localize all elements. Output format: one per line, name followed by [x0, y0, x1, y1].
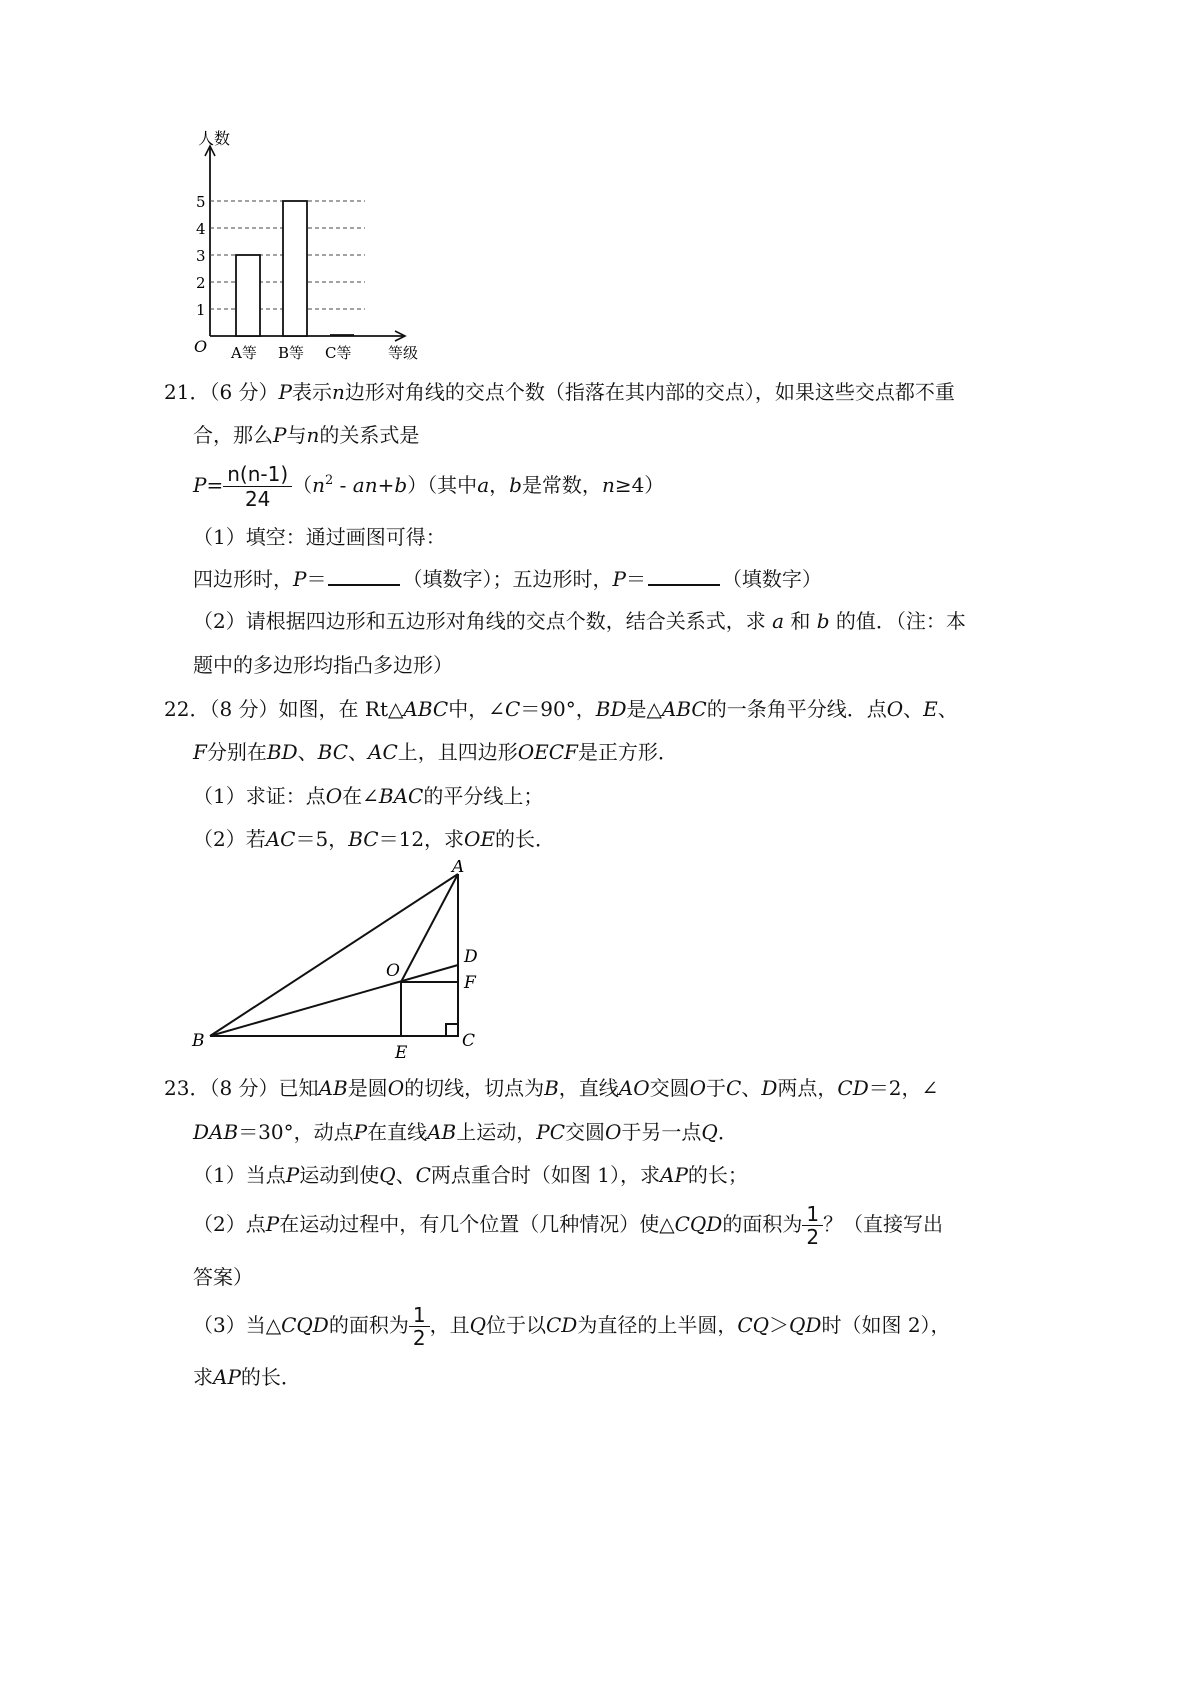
q22-text: 如图，在 Rt△: [278, 697, 404, 721]
q22-text: 在∠: [342, 784, 379, 808]
bar: [236, 255, 260, 336]
answer-blank[interactable]: [648, 566, 720, 586]
q21-text: 和: [790, 609, 811, 633]
q21-text: （2）请根据四边形和五边形对角线的交点个数，结合关系式，求: [193, 609, 766, 633]
q23-text: 的长．: [240, 1365, 301, 1389]
x-tick-label: A等: [231, 344, 257, 362]
q22-text: （1）求证：点: [193, 784, 326, 808]
q22-text: 的平分线上；: [423, 784, 544, 808]
q22-text: （2）若: [193, 827, 266, 851]
q23-part1: （1）当点P运动到使Q、C两点重合时（如图 1），求AP的长；: [193, 1163, 748, 1187]
label-d: D: [464, 947, 478, 967]
q23-text: ＝30°，动点: [238, 1120, 354, 1144]
var-p: P: [273, 423, 287, 447]
q21-part2: （2）请根据四边形和五边形对角线的交点个数，结合关系式，求 a 和 b 的值．（注：本: [193, 609, 966, 633]
fraction-numerator: 1: [409, 1304, 430, 1327]
var-p: P: [278, 380, 293, 404]
q21-text: 边形对角线的交点个数（指落在其内部的交点），如果这些交点都不重: [344, 380, 955, 404]
q23-text: ＝2，∠: [868, 1076, 939, 1100]
q22-text: ＝12，求: [378, 827, 465, 851]
q21-text: 与: [286, 423, 307, 447]
q21-text: （: [292, 473, 313, 497]
q23-line-1: 23．（8 分）已知AB是圆O的切线，切点为B，直线AO交圆O于C、D两点，CD＝2，∠: [164, 1076, 939, 1100]
equals: ＝: [625, 567, 646, 591]
q23-text: 的长；: [687, 1163, 748, 1187]
q23-text: ，且: [429, 1313, 470, 1337]
q23-score: （8 分）: [209, 1076, 279, 1100]
y-axis-label: 人数: [198, 130, 231, 148]
x-axis-label: 等级: [388, 344, 419, 362]
q23-text: 的面积为: [328, 1313, 409, 1337]
q23-text: ．: [717, 1120, 738, 1144]
q22-score: （8 分）: [209, 697, 279, 721]
label-f: F: [464, 973, 476, 993]
var-p: P: [293, 567, 307, 591]
var-p: P: [193, 473, 207, 497]
formula-numerator: n(n-1): [223, 462, 292, 487]
fraction-numerator: 1: [802, 1203, 823, 1226]
q22-text: 上，且四边形: [397, 740, 518, 764]
q23-number: 23．: [164, 1076, 210, 1100]
y-tick-label: 4: [196, 220, 206, 238]
q23-text: 位于以: [485, 1313, 546, 1337]
q21-fill-line: [193, 564, 822, 594]
equals: ＝: [306, 567, 327, 591]
x-tick-label: B等: [278, 344, 305, 362]
q23-text: 两点，: [777, 1076, 838, 1100]
q21-text: 合，那么: [193, 423, 273, 447]
var-n: n: [306, 423, 320, 447]
q23-text: ？（直接写出: [823, 1212, 944, 1236]
q23-text: （2）点: [193, 1212, 266, 1236]
q21-text: （1）填空：通过画图可得：: [193, 525, 446, 549]
q23-text: 是圆: [347, 1076, 388, 1100]
q22-text: 是正方形．: [577, 740, 678, 764]
q22-text: 、: [903, 697, 924, 721]
q21-formula: P= $\frac{n(n-1)}{24}$ $(n^2 - an+b)$（其中a，b是常数，n≥4）: [193, 462, 665, 511]
q23-text: （3）当△: [193, 1313, 282, 1337]
q23-part2-line2: [193, 1262, 253, 1292]
q23-part3-line2: 求AP的长．: [193, 1365, 301, 1389]
var-p: P: [612, 567, 626, 591]
q22-line-1: 22．（8 分）如图，在 Rt△ABC中，∠C＝90°，BD是△ABC的一条角平分线．点O、E、: [164, 697, 958, 721]
q21-text: （填数字）；五边形时，: [402, 567, 613, 591]
q23-text: 时（如图 2），: [821, 1313, 951, 1337]
q23-text: 运动到使: [299, 1163, 380, 1187]
formula-denominator: 24: [244, 487, 271, 511]
fraction-half: [802, 1203, 823, 1248]
q22-number: 22．: [164, 697, 210, 721]
q21-line-2: [193, 420, 419, 450]
q23-text: 的切线，切点为: [404, 1076, 545, 1100]
label-e: E: [395, 1043, 408, 1060]
fraction-denominator: 2: [806, 1225, 820, 1249]
q23-text: 交圆: [565, 1120, 606, 1144]
label-b: B: [192, 1031, 205, 1051]
q23-text: （1）当点: [193, 1163, 286, 1187]
q21-text: 的值．（注：本: [835, 609, 966, 633]
q22-part1: （1）求证：点O在∠BAC的平分线上；: [193, 784, 544, 808]
y-tick-label: 1: [196, 301, 206, 319]
q23-text: 、: [741, 1076, 762, 1100]
q21-part1: [193, 522, 446, 552]
q22-part2: （2）若AC＝5，BC＝12，求OE的长．: [193, 827, 556, 851]
answer-blank[interactable]: [328, 566, 400, 586]
y-tick-label: 3: [196, 247, 206, 265]
triangle-figure: [190, 860, 490, 1060]
q21-text: ≥4）: [614, 473, 665, 497]
x-tick-label: C等: [325, 344, 352, 362]
q23-text: ＞: [769, 1313, 790, 1337]
label-o: O: [386, 961, 400, 981]
q21-score: （6 分）: [209, 380, 279, 404]
q23-text: 答案）: [193, 1265, 253, 1289]
q21-text: -: [333, 473, 353, 497]
q23-text: 交圆: [649, 1076, 690, 1100]
q23-text: 于: [706, 1076, 727, 1100]
q21-line-1: [164, 377, 955, 407]
fraction-half: [409, 1304, 430, 1349]
q22-text: ＝90°，: [520, 697, 596, 721]
y-tick-label: 2: [196, 274, 206, 292]
q21-part2-line2: [193, 650, 453, 680]
q23-text: 在直线: [367, 1120, 428, 1144]
q22-text: 中，∠: [448, 697, 505, 721]
q23-text: 在运动过程中，有几个位置（几种情况）使△: [279, 1212, 675, 1236]
q23-text: 于另一点: [621, 1120, 702, 1144]
q23-part3: （3）当△CQD的面积为 $\frac{1}{2}$ ，且Q位于以CD为直径的上半圆，CQ＞QD时（如图 2），: [193, 1303, 951, 1350]
q23-text: 的面积为: [722, 1212, 803, 1236]
q22-text: 的长．: [495, 827, 556, 851]
bar-chart: [190, 130, 650, 370]
q23-text: 已知: [278, 1076, 319, 1100]
q22-text: 是△: [626, 697, 662, 721]
equals: =: [206, 473, 224, 497]
q21-text: 是常数，: [521, 473, 602, 497]
q21-text: 的关系式是: [319, 423, 420, 447]
q21-number: 21．: [164, 380, 210, 404]
q23-text: ，直线: [558, 1076, 619, 1100]
fraction-denominator: 2: [412, 1326, 426, 1350]
q23-text: 为直径的上半圆，: [577, 1313, 738, 1337]
q21-text: ）（其中: [407, 473, 478, 497]
q21-text: （填数字）: [721, 567, 822, 591]
q23-text: 上运动，: [456, 1120, 537, 1144]
q22-text: ＝5，: [295, 827, 349, 851]
q21-text: ，: [489, 473, 510, 497]
q23-text: 两点重合时（如图 1），求: [430, 1163, 661, 1187]
q21-text: 题中的多边形均指凸多边形）: [193, 653, 453, 677]
q23-text: 求: [193, 1365, 213, 1389]
label-a: A: [452, 860, 465, 877]
q22-line-2: F分别在BD、BC、AC上，且四边形OECF是正方形．: [193, 740, 678, 764]
q23-part2: （2）点P在运动过程中，有几个位置（几种情况）使△CQD的面积为 $\frac{1}{2}$ ？（直接写出: [193, 1202, 944, 1249]
q21-text: 四边形时，: [193, 567, 293, 591]
origin-label: O: [194, 337, 208, 356]
label-c: C: [462, 1031, 476, 1051]
q22-text: 分别在: [206, 740, 267, 764]
q22-text: 的一条角平分线．点: [706, 697, 887, 721]
bar: [283, 201, 307, 336]
y-tick-label: 5: [196, 193, 206, 211]
q23-text: 、: [395, 1163, 416, 1187]
formula-fraction: [223, 462, 292, 511]
q22-text: 、: [937, 697, 958, 721]
var-n: n: [332, 380, 345, 404]
q23-line-2: DAB＝30°，动点P在直线AB上运动，PC交圆O于另一点Q．: [193, 1120, 738, 1144]
q21-text: 表示: [292, 380, 333, 404]
